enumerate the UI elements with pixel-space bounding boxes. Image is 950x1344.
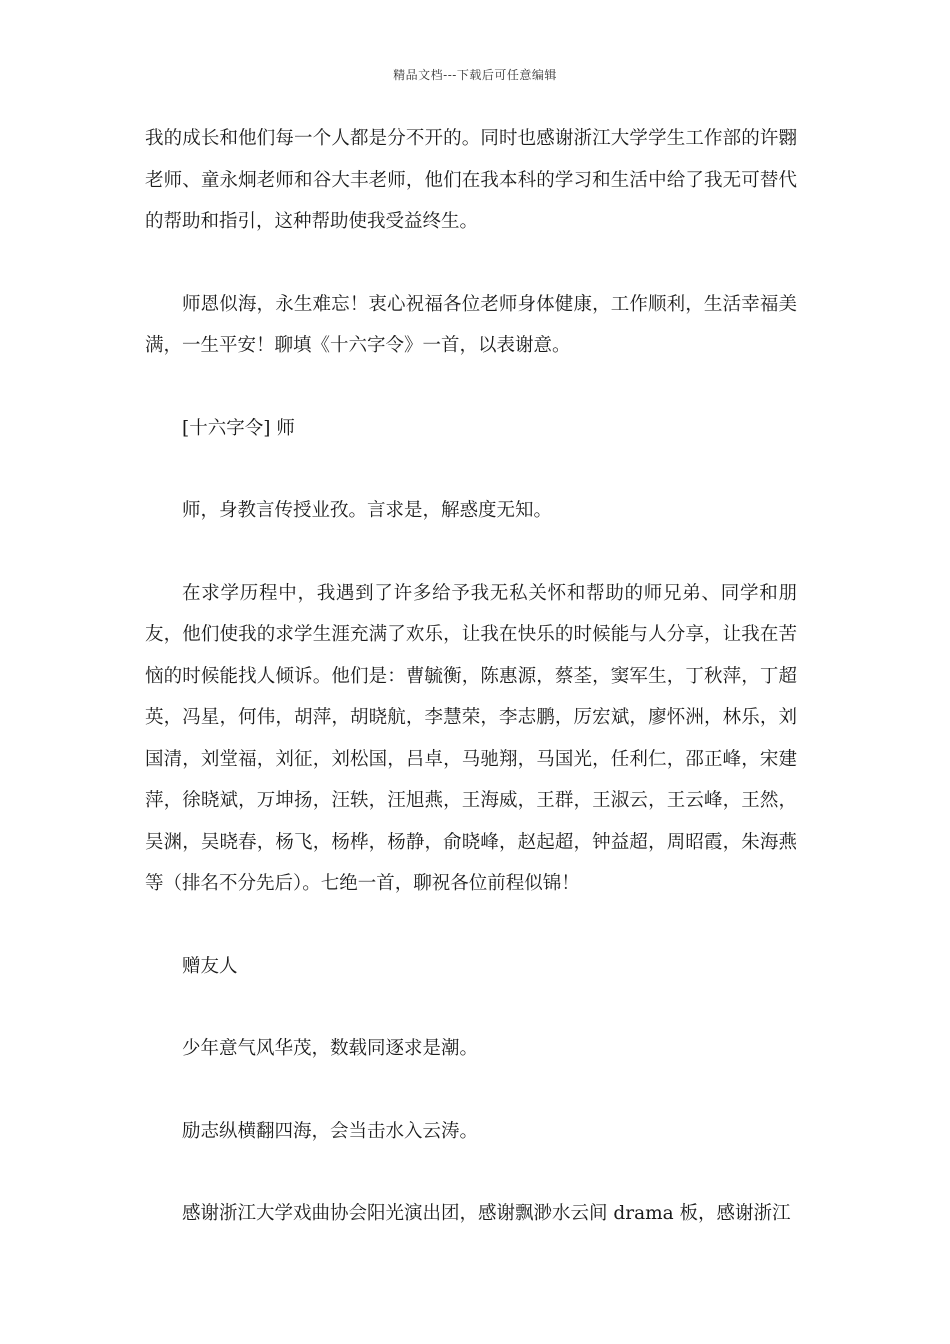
poem-line: 少年意气风华茂，数载同逐求是潮。	[182, 1038, 479, 1059]
poem-line: 励志纵横翻四海，会当击水入云涛。	[182, 1120, 479, 1142]
paragraph-blessing: 师恩似海，永生难忘！衷心祝福各位老师身体健康，工作顺利，生活幸福美满，一生平安！聊填《十六字令》一首，以表谢意。	[145, 293, 797, 356]
poem-line: 师，身教言传授业孜。言求是，解惑度无知。	[182, 500, 553, 521]
poem-title-zengyouren: 赠友人	[182, 955, 238, 977]
paragraph-friends: 在求学历程中，我遇到了许多给予我无私关怀和帮助的师兄弟、同学和朋友，他们使我的求学生涯充满了欢乐，让我在快乐的时候能与人分享，让我在苦恼的时候能找人倾诉。他们是：曹毓衡，陈惠源，蔡荃，窦军生，丁秋萍，丁超英，冯星，何伟，胡萍，胡晓航，李慧荣，李志鹏，厉宏斌，廖怀洲，林乐，刘国清，刘堂福，刘征，刘松国，吕卓，马驰翔，马国光，任利仁，邵正峰，宋建萍，徐晓斌，万坤扬，汪轶，汪旭燕，王海威，王群，王淑云，王云峰，王然，吴渊，吴晓春，杨飞，杨桦，杨静，俞晓峰，赵起超，钟益超，周昭霞，朱海燕等（排名不分先后）。七绝一首，聊祝各位前程似锦！	[145, 582, 797, 894]
paragraph-acknowledgement-teachers: 我的成长和他们每一个人都是分不开的。同时也感谢浙江大学学生工作部的许翾老师、童永炯老师和谷大丰老师，他们在我本科的学习和生活中给了我无可替代的帮助和指引，这种帮助使我受益终生。	[145, 128, 797, 232]
document-body	[145, 118, 797, 1235]
paragraph-thanks-drama: 感谢浙江大学戏曲协会阳光演出团，感谢飘渺水云间 drama 板，感谢浙江	[182, 1203, 791, 1224]
page-header: 精品文档---下载后可任意编辑	[393, 68, 557, 82]
poem-title-shiliuziling: [十六字令] 师	[182, 417, 295, 439]
